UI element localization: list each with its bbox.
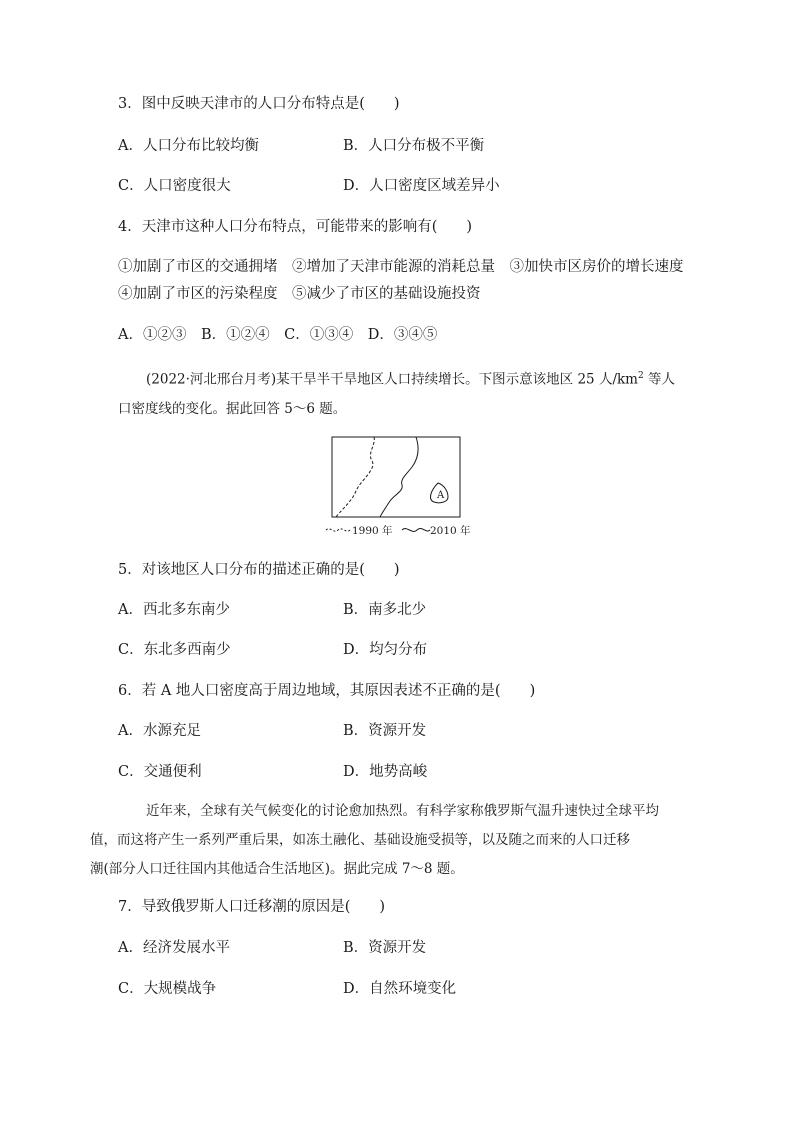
- question-4-statements-line-2: ④加剧了市区的污染程度 ⑤减少了市区的基础设施投资: [118, 286, 481, 302]
- population-density-map: [322, 435, 472, 547]
- legend-1990-symbol: [326, 529, 350, 531]
- legend-1990-label: 1990 年: [352, 525, 393, 537]
- question-7-option-c: C．大规模战争: [118, 981, 217, 997]
- question-7-stem: 7．导致俄罗斯人口迁移潮的原因是( ): [118, 899, 386, 915]
- passage-2-line-2: 值，而这将产生一系列严重后果，如冻土融化、基础设施受损等，以及随之而来的人口迁移: [90, 832, 630, 848]
- isoline-2010: [380, 437, 418, 517]
- question-4-stem: 4．天津市这种人口分布特点，可能带来的影响有( ): [118, 219, 473, 235]
- legend-2010-label: 2010 年: [430, 525, 471, 537]
- question-5-stem: 5．对该地区人口分布的描述正确的是( ): [118, 562, 400, 578]
- question-6-option-b: B．资源开发: [343, 723, 427, 739]
- passage-1-superscript: 2: [637, 371, 644, 381]
- question-5-option-b: B．南多北少: [343, 602, 427, 618]
- question-3-stem: 3．图中反映天津市的人口分布特点是( ): [118, 96, 400, 112]
- question-7-option-a: A．经济发展水平: [118, 940, 230, 956]
- question-7-option-d: D．自然环境变化: [343, 981, 457, 997]
- isoline-1990: [336, 437, 374, 517]
- passage-2-line-3: 潮(部分人口迁往国内其他适合生活地区)。据此完成 7～8 题。: [90, 861, 464, 877]
- passage-2-line-1: 近年来，全球有关气候变化的讨论愈加热烈。有科学家称俄罗斯气温升速快过全球平均: [146, 803, 659, 819]
- question-3-option-d: D．人口密度区域差异小: [343, 178, 500, 194]
- legend-2010-symbol: [402, 528, 430, 531]
- question-4-options: A．①②③ B．①②④ C．①③④ D．③④⑤: [118, 327, 438, 343]
- area-a-label: A: [437, 490, 445, 501]
- passage-1-line-1b: 等人: [643, 371, 676, 388]
- map-svg: [322, 435, 472, 547]
- question-6-option-c: C．交通便利: [118, 764, 202, 780]
- passage-1: [118, 362, 683, 424]
- question-6-option-d: D．地势高峻: [343, 764, 428, 780]
- passage-1-line-1a: (2022·河北邢台月考)某干旱半干旱地区人口持续增长。下图示意该地区 25 人/km: [146, 371, 638, 388]
- question-3-option-a: A．人口分布比较均衡: [118, 138, 259, 154]
- map-frame: [332, 437, 460, 517]
- question-3-option-c: C．人口密度很大: [118, 178, 231, 194]
- question-3-option-b: B．人口分布极不平衡: [343, 138, 485, 154]
- passage-1-line-2: 口密度线的变化。据此回答 5～6 题。: [118, 400, 347, 417]
- question-5-option-c: C．东北多西南少: [118, 642, 231, 658]
- question-6-stem: 6．若 A 地人口密度高于周边地域，其原因表述不正确的是( ): [118, 683, 536, 699]
- passage-2: [90, 797, 683, 884]
- question-6-option-a: A．水源充足: [118, 723, 201, 739]
- question-5-option-d: D．均匀分布: [343, 642, 428, 658]
- question-7-option-b: B．资源开发: [343, 940, 427, 956]
- question-4-statements-line-1: ①加剧了市区的交通拥堵 ②增加了天津市能源的消耗总量 ③加快市区房价的增长速度: [118, 259, 684, 275]
- question-5-option-a: A．西北多东南少: [118, 602, 230, 618]
